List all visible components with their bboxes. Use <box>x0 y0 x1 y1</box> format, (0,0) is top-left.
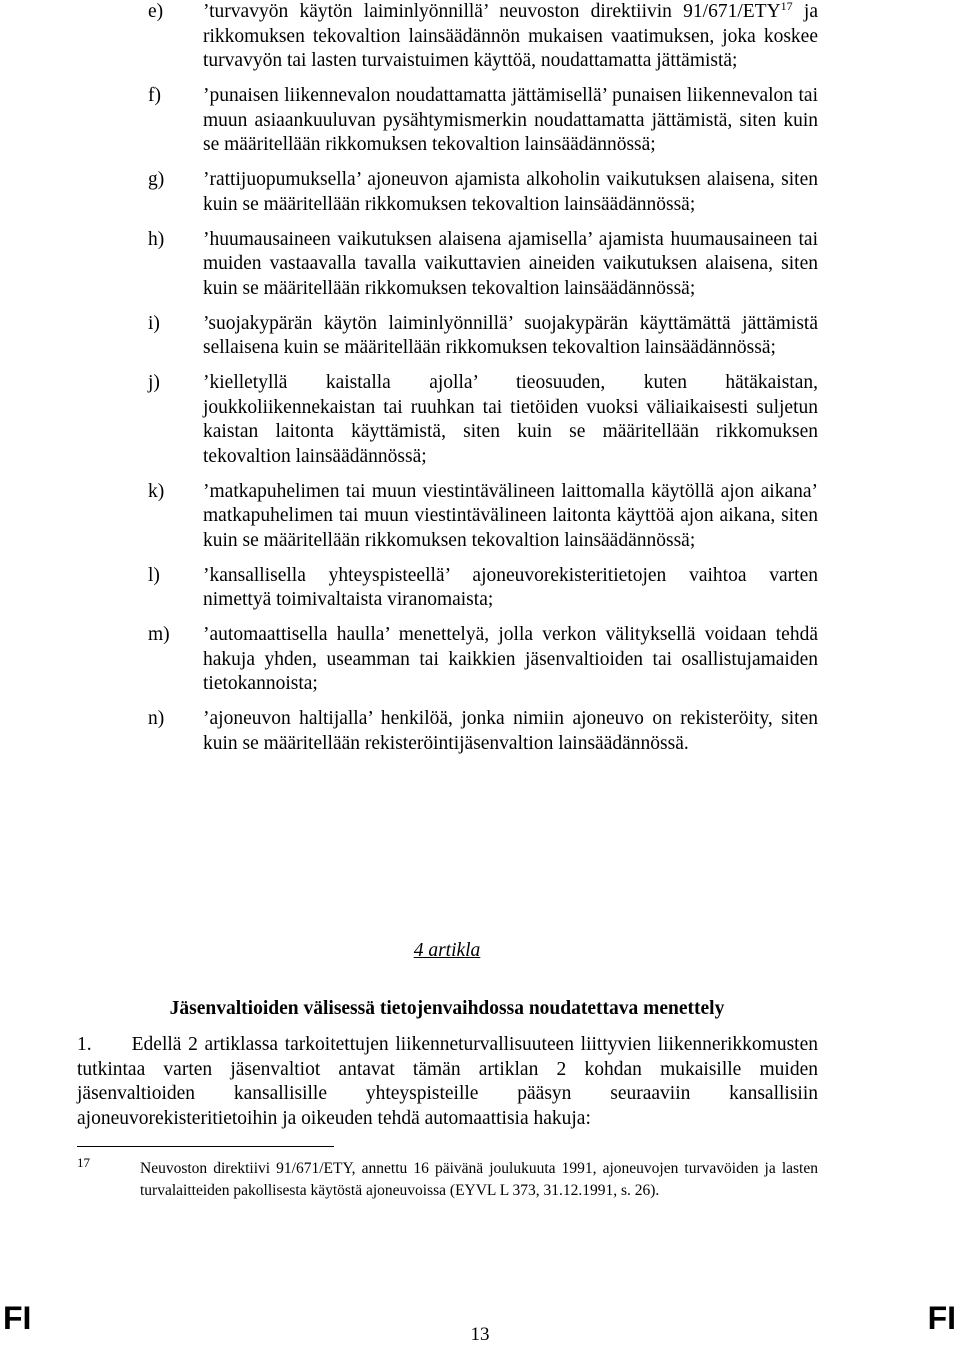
language-code-right: FI <box>927 1300 956 1336</box>
list-item <box>148 623 818 697</box>
item-text: ’rattijuopumuksella’ ajoneuvon ajamista alkoholin vaikutuksen alaisena, siten kuin se määritellään rikkomuksen tekovaltion lainsäädännössä; <box>203 169 818 215</box>
footnote-reference[interactable]: 17 <box>780 0 793 13</box>
list-item <box>148 84 818 158</box>
footnote-text: Neuvoston direktiivi 91/671/ETY, annettu 16 päivänä joulukuuta 1991, ajoneuvojen turvavöiden ja lasten turvalaitteiden pakollisesta käytöstä ajoneuvoissa (EYVL L 373, 31.12.1991, s. 26). <box>140 1160 818 1199</box>
list-item <box>148 564 818 613</box>
footnote-separator <box>77 1146 334 1147</box>
item-text: ’suojakypärän käytön laiminlyönnillä’ suojakypärän käyttämättä jättämistä sellaisena kuin se määritellään rikkomuksen tekovaltion lainsäädännössä; <box>203 312 818 358</box>
item-label: m) <box>148 624 170 645</box>
article-title: Jäsenvaltioiden välisessä tietojenvaihdossa noudatettava menettely <box>169 998 725 1019</box>
footnote-number: 17 <box>77 1155 90 1170</box>
item-text: ’punaisen liikennevalon noudattamatta jättämisellä’ punaisen liikennevalon tai muun asiaankuuluvan pysähtymismerkin noudattamatta jättämistä, siten kuin se määritellään rikkomuksen tekovaltion lainsäädännössä; <box>203 85 818 155</box>
item-text: ’matkapuhelimen tai muun viestintävälineen laittomalla käytöllä ajon aikana’ matkapuhelimen tai muun viestintävälineen laitonta käyttöä ajon aikana, siten kuin se määritellään rikkomuksen tekovaltion lainsäädännössä; <box>203 480 818 551</box>
paragraph-number: 1. <box>77 1034 92 1055</box>
page-number: 13 <box>470 1324 490 1345</box>
item-label: h) <box>148 228 165 250</box>
item-label: k) <box>148 480 165 502</box>
list-item <box>148 228 818 302</box>
paragraph-text: Edellä 2 artiklassa tarkoitettujen liikenneturvallisuuteen liittyvien liikennerikkomusten tutkintaa varten jäsenvaltiot antavat tämän artiklan 2 kohdan mukaisille muiden jäsenvaltioiden kansallisille yhteyspisteille pääsyn seuraaviin kansallisiin ajoneuvorekisteritietoihin ja oikeuden tehdä automaattisia hakuja: <box>77 1034 818 1129</box>
item-text: ’huumausaineen vaikutuksen alaisena ajamisella’ ajamista huumausaineen tai muiden vastaavalla tavalla vaikuttavien aineiden vaikutuksen alaisena, siten kuin se määritellään rikkomuksen tekovaltion lainsäädännössä; <box>203 228 818 299</box>
list-item <box>148 707 818 756</box>
list-item <box>148 168 818 217</box>
item-text: ’ajoneuvon haltijalla’ henkilöä, jonka nimiin ajoneuvo on rekisteröity, siten kuin se määritellään rekisteröintijäsenvaltion lainsäädännössä. <box>203 708 818 754</box>
item-label: g) <box>148 169 165 190</box>
item-label: l) <box>148 564 160 586</box>
list-item <box>148 480 818 554</box>
item-label: j) <box>148 372 160 393</box>
list-item <box>148 371 818 469</box>
list-item <box>148 312 818 361</box>
item-label: e) <box>148 1 164 22</box>
article-paragraph <box>77 1033 818 1131</box>
item-text-part: ’turvavyön käytön laiminlyönnillä’ neuvoston direktiivin 91/671/ETY <box>203 1 781 22</box>
item-text <box>203 0 818 74</box>
item-label: f) <box>148 85 161 106</box>
item-label: i) <box>148 312 160 334</box>
item-text: ’kansallisella yhteyspisteellä’ ajoneuvorekisteritietojen vaihtoa varten nimettyä toimivaltaista viranomaista; <box>203 564 818 610</box>
list-item <box>148 0 818 74</box>
item-text-part: ja rikkomuksen tekovaltion lainsäädännön mukaisen vaatimuksen, joka koskee turvavyön tai lasten turvaistuimen käyttöä, noudattamatta jättämistä; <box>203 1 819 71</box>
item-text: ’kielletyllä kaistalla ajolla’ tieosuuden, kuten hätäkaistan, joukkoliikennekaistan tai ruuhkan tai tietöiden vuoksi väliaikaisesti suljetun kaistan laitonta käyttämistä, siten kuin se määritellään rikkomuksen tekovaltion lainsäädännössä; <box>203 372 818 467</box>
item-label: n) <box>148 708 165 729</box>
article-number: 4 artikla <box>413 940 481 961</box>
definitions-list <box>148 0 818 767</box>
item-text: ’automaattisella haulla’ menettelyä, jolla verkon välityksellä voidaan tehdä hakuja yhden, useamman tai kaikkien jäsenvaltioiden tai osallistujamaiden tietokannoista; <box>203 624 818 694</box>
language-code-left: FI <box>3 1300 32 1336</box>
